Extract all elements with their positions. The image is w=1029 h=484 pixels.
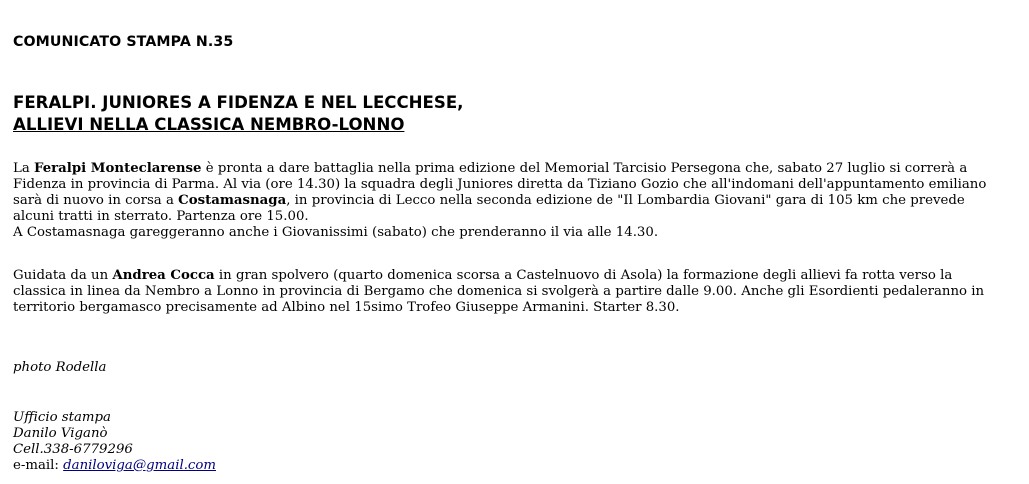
text: , in provincia di Lecco nella seconda edizione de "Il Lombardia Giovani" gara di 105 km che prevede [286, 193, 965, 209]
signature-name: Danilo Viganò [13, 426, 108, 441]
headline [13, 92, 463, 136]
paragraph-line: Fidenza in provincia di Parma. Al via (ore 14.30) la squadra degli Juniores diretta da Tiziano Gozio che all'indomani dell'appuntamento emiliano [13, 177, 987, 193]
signature-email-row [13, 458, 216, 474]
headline-line-1: FERALPI. JUNIORES A FIDENZA E NEL LECCHESE, [13, 93, 464, 112]
headline-line-2: ALLIEVI NELLA CLASSICA NEMBRO-LONNO [13, 115, 405, 134]
athlete-name: Andrea Cocca [112, 268, 215, 283]
paragraph-line [13, 193, 1023, 209]
paragraph-line [13, 161, 1023, 177]
text: Guidata da un [13, 268, 113, 283]
text: La [13, 161, 34, 176]
text: sarà di nuovo in corsa a [13, 193, 179, 209]
paragraph-allievi [13, 268, 1023, 316]
text: è pronta a dare battaglia nella prima edizione del Memorial Tarcisio Persegona che, sabato 27 luglio si correrà a [201, 161, 968, 176]
paragraph-line: classica in linea da Nembro a Lonno in provincia di Bergamo che domenica si svolgerà a partire dalle 9.00. Anche gli Esordienti pedaleranno in [13, 284, 985, 300]
location-name: Costamasnaga [178, 193, 287, 209]
text: in gran spolvero (quarto domenica scorsa a Castelnuovo di Asola) la formazione degli allievi fa rotta verso la [214, 268, 953, 283]
signature-block [13, 410, 216, 474]
paragraph-line: territorio bergamasco precisamente ad Albino nel 15simo Trofeo Giuseppe Armanini. Starter 8.30. [13, 300, 680, 316]
photo-credit: photo Rodella [13, 360, 107, 375]
signature-phone: Cell.338-6779296 [13, 442, 133, 457]
paragraph-line [13, 268, 1023, 284]
paragraph-line: A Costamasnaga gareggeranno anche i Giovanissimi (sabato) che prenderanno il via alle 14.30. [13, 225, 659, 241]
paragraph-juniores [13, 161, 1023, 241]
paragraph-line: alcuni tratti in sterrato. Partenza ore 15.00. [13, 209, 309, 225]
email-link[interactable]: daniloviga@gmail.com [63, 458, 216, 473]
signature-office: Ufficio stampa [13, 410, 111, 425]
team-name: Feralpi Monteclarense [33, 161, 202, 176]
press-release-number: COMUNICATO STAMPA N.35 [13, 34, 234, 50]
email-label: e-mail: [13, 458, 64, 473]
